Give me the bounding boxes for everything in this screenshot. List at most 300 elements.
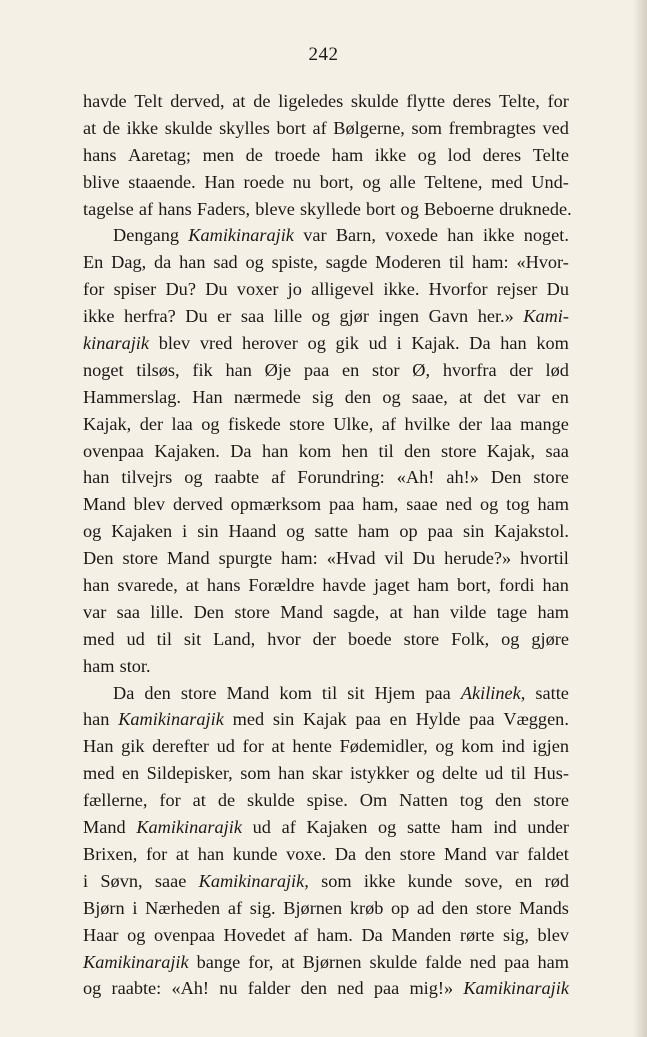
word: han (83, 575, 110, 596)
word: «Ah! (171, 978, 210, 999)
word: skulde (164, 117, 213, 138)
word: bange (196, 951, 241, 972)
word: en (121, 763, 140, 784)
word: og (416, 763, 435, 784)
word: sig (312, 386, 334, 407)
word: som (240, 763, 271, 784)
word: voxer (236, 279, 279, 300)
word: bort, (456, 575, 491, 596)
word: boede (347, 628, 392, 649)
word: Da (230, 440, 252, 461)
word: sin (197, 521, 219, 542)
word: hen (341, 440, 369, 461)
word: ikke. (383, 279, 420, 300)
word: var (83, 601, 107, 622)
word: Haar (83, 924, 119, 945)
word: den (144, 682, 171, 703)
word: paa (427, 521, 453, 542)
body-text (83, 88, 572, 1002)
word: lille. (150, 601, 184, 622)
word: kom (461, 736, 494, 757)
word: «Hvad (326, 548, 376, 569)
word: faldet (527, 843, 569, 864)
word: er (217, 306, 232, 327)
word: Da (334, 843, 357, 864)
word: paa (504, 951, 530, 972)
word: saae (406, 494, 438, 515)
word: kom (536, 333, 569, 354)
text-line (83, 814, 569, 841)
word: kunde (232, 843, 278, 864)
word: Forundring: (297, 467, 385, 488)
word: ingen (378, 306, 420, 327)
word: paa (303, 359, 330, 380)
word: Ø, (412, 359, 431, 380)
word: Fødemidler, (339, 736, 428, 757)
word: ham (451, 817, 483, 838)
text-line (83, 357, 569, 384)
word: deres (452, 91, 492, 111)
word: Øje (264, 359, 292, 380)
text-line (83, 169, 569, 196)
word: sad (213, 252, 238, 273)
word: den (300, 978, 327, 999)
word: her.» (477, 306, 514, 327)
word: og (286, 521, 305, 542)
text-line (83, 922, 569, 949)
word: Hus- (533, 763, 569, 784)
word: hvorfra (442, 359, 497, 380)
word: Han (204, 171, 235, 192)
word: Moderen (375, 252, 442, 273)
word: svarede, (117, 575, 178, 596)
word: hans (83, 144, 117, 165)
word: spiser (113, 279, 157, 300)
word: skar (312, 763, 343, 784)
word: Barn, (335, 225, 376, 246)
word: blev (158, 333, 191, 354)
word: Om (359, 790, 388, 811)
word: kunde (407, 870, 453, 891)
text-line (83, 733, 569, 760)
word: Manden (391, 924, 452, 945)
word: Mand (167, 548, 210, 569)
word: han (542, 575, 569, 596)
word: ind (493, 817, 517, 838)
word: Haand (228, 521, 277, 542)
word: alligevel (311, 279, 375, 300)
word: var (517, 386, 541, 407)
word: tilsøs, (136, 359, 180, 380)
word: Mand (226, 682, 270, 703)
word: for, (248, 951, 274, 972)
word: kom (298, 440, 332, 461)
word: blive (83, 171, 120, 192)
word: deres (482, 144, 522, 165)
word: at (83, 117, 97, 138)
word: Mand (83, 817, 126, 838)
word: igjen (532, 736, 569, 757)
word: Den (83, 548, 114, 569)
word: der (458, 413, 482, 434)
word: den (441, 897, 469, 918)
word: ah!» (446, 467, 479, 488)
page-edge-shadow (633, 0, 647, 1037)
word: den (404, 440, 431, 461)
word: at (271, 736, 285, 757)
word: der (312, 628, 337, 649)
italic-word: Akilinek, (460, 682, 526, 703)
word: ned (445, 494, 473, 515)
word: ud (485, 763, 504, 784)
italic-word: kinarajik (83, 333, 150, 354)
word: raabte: (111, 978, 162, 999)
word: og (245, 252, 264, 273)
word: lød (545, 359, 569, 380)
word: ligeledes (278, 91, 344, 111)
word: delte (442, 763, 478, 784)
word: gjøre (531, 628, 569, 649)
word: Sildepisker, (146, 763, 233, 784)
word: satte (314, 521, 348, 542)
word: den (344, 386, 372, 407)
word: Hovedet (223, 924, 286, 945)
word: derefter (152, 736, 209, 757)
word: i (83, 870, 89, 891)
word: store (475, 897, 512, 918)
word: og (201, 413, 220, 434)
word: ikke (83, 306, 115, 327)
word: druknede. (499, 198, 572, 219)
word: stor (372, 359, 400, 380)
word: Mand (83, 494, 126, 515)
text-line (83, 142, 569, 169)
word: bleve (255, 198, 295, 219)
word: af (281, 817, 296, 838)
word: skylles (219, 117, 270, 138)
word: Dengang (113, 225, 179, 246)
text-line (83, 249, 569, 276)
word: til (510, 763, 526, 784)
word: voxe. (286, 843, 327, 864)
word: Kajaken (306, 817, 368, 838)
word: tilvejrs (121, 467, 173, 488)
word: og (435, 736, 454, 757)
italic-word: Kamikinarajik (118, 709, 224, 730)
text-line (83, 599, 569, 626)
word: Han (192, 386, 223, 407)
word: Bjørnen (283, 897, 343, 918)
word: Den (193, 601, 225, 622)
word: til (448, 252, 465, 273)
word: frembragtes (448, 117, 536, 138)
word: kom (279, 682, 312, 703)
word: troede (274, 144, 321, 165)
word: og (83, 978, 102, 999)
word: hvortil (520, 548, 569, 569)
word: og (184, 467, 203, 488)
word: for (145, 843, 168, 864)
word: store (403, 628, 440, 649)
word: mig!» (409, 978, 454, 999)
word: tog (459, 790, 484, 811)
word: i (182, 521, 188, 542)
text-line (83, 115, 569, 142)
word: spise. (306, 790, 348, 811)
word: for (547, 91, 569, 111)
word: hvilke (404, 413, 451, 434)
text-line (83, 706, 569, 733)
word: ham (537, 951, 569, 972)
word: ikke (126, 117, 159, 138)
word: og (501, 628, 520, 649)
word: ved (542, 117, 569, 138)
word: ham. (316, 924, 353, 945)
word: Kajakstol. (494, 521, 569, 542)
word: at (459, 386, 473, 407)
word: laa (171, 413, 193, 434)
word: Mand (443, 843, 487, 864)
word: en (551, 386, 569, 407)
word: han (278, 763, 305, 784)
word: herover (242, 333, 298, 354)
word: Mands (519, 897, 569, 918)
word: sagde, (333, 601, 380, 622)
word: rejser (496, 279, 538, 300)
word: rød (544, 870, 569, 891)
word: af (271, 467, 286, 488)
word: og (362, 171, 381, 192)
word: at (281, 951, 295, 972)
text-line (83, 626, 569, 653)
word: nærmede (233, 386, 301, 407)
word: ham: (472, 252, 509, 273)
word: paa (469, 709, 495, 730)
word: hans (158, 198, 192, 219)
word: Bjørnen (302, 951, 362, 972)
word: blev (537, 924, 569, 945)
word: en (515, 870, 533, 891)
text-line (83, 787, 569, 814)
word: Væggen. (503, 709, 569, 730)
word: havde (83, 91, 127, 111)
word: han (179, 252, 206, 273)
word: han (83, 709, 110, 730)
italic-word: Kamikinarajik (136, 817, 242, 838)
text-line (83, 653, 569, 680)
word: store (289, 413, 325, 434)
word: Du? (165, 279, 196, 300)
word: ud (252, 817, 271, 838)
word: jo (287, 279, 302, 300)
word: der (509, 359, 533, 380)
word: ikke (363, 870, 396, 891)
word: skulde (350, 91, 399, 111)
word: sagde (325, 252, 368, 273)
word: Kajaken (111, 521, 173, 542)
word: som (321, 870, 352, 891)
word: han (500, 333, 527, 354)
word: store (234, 601, 270, 622)
word: op (391, 897, 410, 918)
word: fiskede (227, 413, 281, 434)
word: gjør (339, 306, 369, 327)
word: fordi (498, 575, 535, 596)
word: hvor (267, 628, 301, 649)
text-line (83, 330, 569, 357)
word: vred (199, 333, 233, 354)
word: ned (337, 978, 364, 999)
italic-word: Kamikinarajik (463, 978, 569, 999)
word: Kajak, (83, 413, 132, 434)
word: satte (535, 682, 569, 703)
word: Da (113, 682, 135, 703)
word: var (495, 843, 519, 864)
word: Und- (531, 171, 569, 192)
word: store (533, 790, 569, 811)
word: staaende. (128, 171, 196, 192)
word: saa (240, 306, 265, 327)
text-line (83, 895, 569, 922)
word: store (180, 682, 217, 703)
word: blev (133, 494, 166, 515)
word: ham, (362, 494, 399, 515)
word: tog (506, 494, 530, 515)
word: og (382, 386, 401, 407)
word: han (83, 467, 110, 488)
italic-word: Kamikinarajik, (198, 870, 309, 891)
text-line (83, 545, 569, 572)
word: store (399, 843, 436, 864)
word: skulde (369, 951, 418, 972)
word: af (381, 413, 396, 434)
word: men (202, 144, 235, 165)
word: gik (335, 333, 359, 354)
word: roede (243, 171, 285, 192)
page-number: 242 (308, 44, 339, 65)
word: sig. (249, 897, 276, 918)
word: voxede (385, 225, 438, 246)
word: og (479, 494, 499, 515)
word: mange (520, 413, 569, 434)
word: en (389, 709, 407, 730)
word: ad (416, 897, 435, 918)
word: og (378, 817, 397, 838)
word: Du (412, 548, 436, 569)
word: Land, (213, 628, 256, 649)
word: ham (537, 601, 569, 622)
word: derved, (170, 91, 225, 111)
word: i (396, 333, 402, 354)
word: falde (425, 951, 462, 972)
word: Du (185, 306, 208, 327)
text-line (83, 464, 569, 491)
word: saa (545, 440, 569, 461)
word: de (102, 117, 121, 138)
word: med (83, 628, 115, 649)
word: havde (322, 575, 367, 596)
word: hans (206, 575, 241, 596)
word: fællerne, (83, 790, 148, 811)
word: for (159, 790, 181, 811)
word: Faders, (196, 198, 251, 219)
word: satte (406, 817, 441, 838)
word: bort, (319, 171, 354, 192)
word: Bjørn (83, 897, 125, 918)
word: han (261, 440, 289, 461)
word: nu (219, 978, 238, 999)
word: at (185, 575, 199, 596)
word: ud (216, 736, 235, 757)
word: spiste, (271, 252, 318, 273)
word: En (83, 252, 104, 273)
word: ikke (482, 225, 515, 246)
italic-word: Kami- (523, 306, 569, 327)
word: ud (126, 628, 145, 649)
word: Hammerslag. (83, 386, 181, 407)
word: Natten (399, 790, 448, 811)
word: Hjem (374, 682, 416, 703)
word: for (242, 736, 264, 757)
word: Kajak. (411, 333, 460, 354)
word: vilde (449, 601, 487, 622)
word: saa (116, 601, 140, 622)
word: jaget (374, 575, 410, 596)
word: Da (469, 333, 491, 354)
text-line (83, 88, 569, 115)
word: en (342, 359, 360, 380)
word: med (232, 709, 265, 730)
word: med (83, 763, 115, 784)
word: skulde (247, 790, 295, 811)
word: paa (373, 978, 400, 999)
word: til (378, 440, 394, 461)
word: stor. (119, 655, 151, 676)
word: Teltene, (424, 171, 483, 192)
word: og (307, 333, 326, 354)
word: var (303, 225, 327, 246)
text-line (83, 572, 569, 599)
text-line (83, 303, 569, 330)
word: opmærksom (230, 494, 322, 515)
word: og (127, 924, 146, 945)
text-line (83, 222, 569, 249)
word: Telte, (498, 91, 540, 111)
text-line (83, 384, 569, 411)
word: nu (292, 171, 312, 192)
word: paa (328, 494, 355, 515)
word: Søvn, (100, 870, 143, 891)
word: Telt (134, 91, 163, 111)
word: sin (272, 709, 295, 730)
word: «Hvor- (516, 252, 569, 273)
word: tage (496, 601, 528, 622)
word: af (138, 198, 154, 219)
word: han (225, 359, 252, 380)
word: lille (273, 306, 303, 327)
word: ovenpaa (154, 924, 215, 945)
word: «Ah! (396, 467, 435, 488)
word: saae (154, 870, 187, 891)
word: Den (490, 467, 522, 488)
text-line (83, 518, 569, 545)
word: sin (462, 521, 485, 542)
word: de (217, 790, 236, 811)
word: de (245, 144, 263, 165)
word: til (156, 628, 172, 649)
text-line (83, 276, 569, 303)
word: Hylde (415, 709, 461, 730)
